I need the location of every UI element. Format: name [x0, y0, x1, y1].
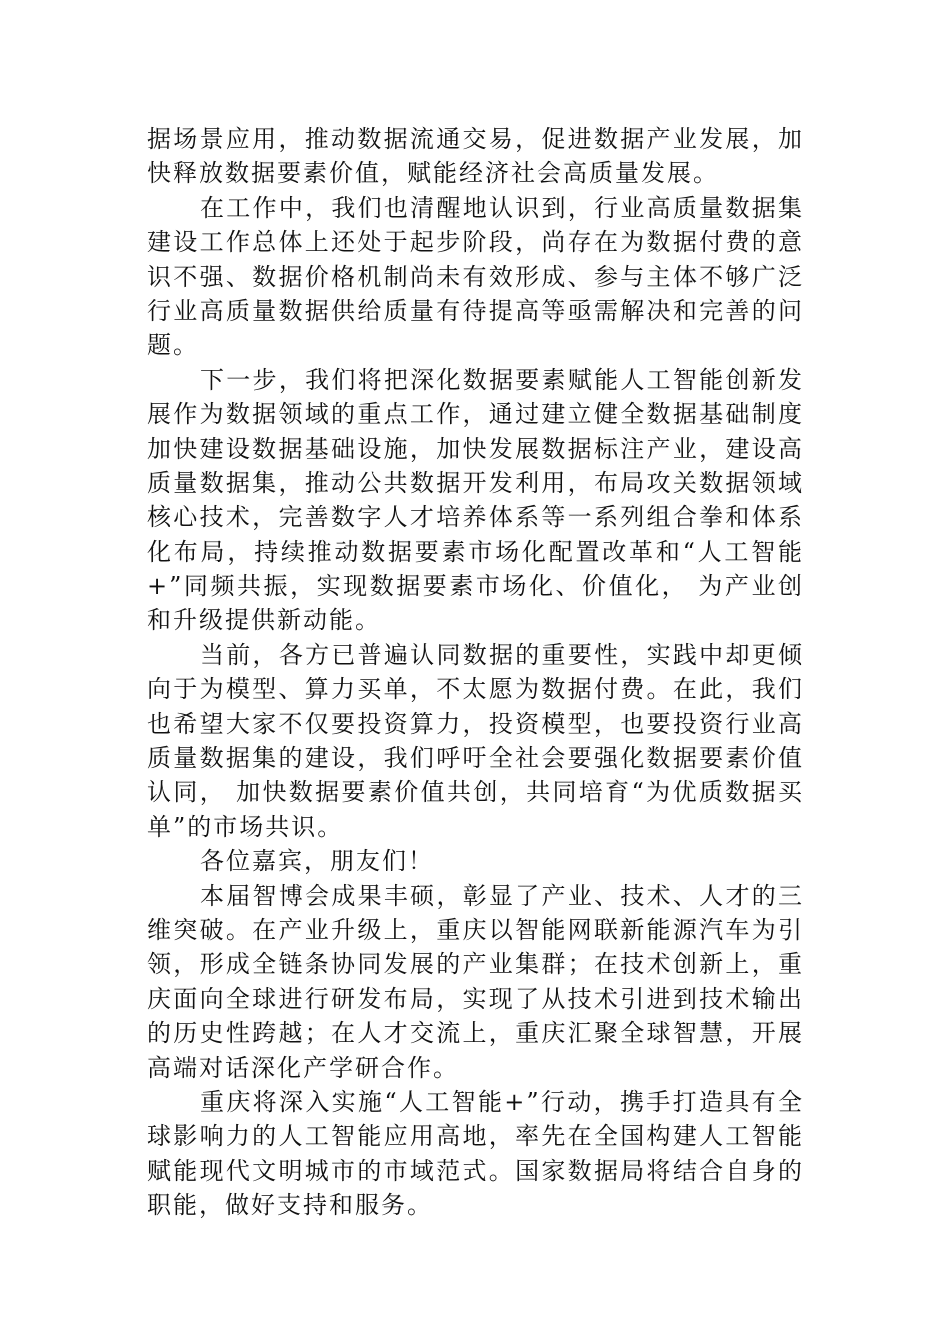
text-line: 赋能现代文明城市的市域范式。国家数据局将结合自身的	[147, 1156, 804, 1185]
text-line: 也希望大家不仅要投资算力，投资模型，也要投资行业高	[147, 709, 804, 738]
text-line: 庆面向全球进行研发布局，实现了从技术引进到技术输出	[147, 984, 804, 1013]
text-line: 职能，做好支持和服务。	[147, 1191, 433, 1220]
text-line: 单”的市场共识。	[147, 812, 344, 841]
paragraph	[147, 363, 804, 638]
document-page	[147, 122, 804, 1223]
text-line: 和升级提供新动能。	[147, 606, 381, 635]
text-line: 领，形成全链条协同发展的产业集群；在技术创新上，重	[147, 950, 804, 979]
text-line: 化布局，持续推动数据要素市场化配置改革和“人工智能	[147, 537, 804, 566]
paragraph	[147, 844, 804, 878]
text-line: 当前，各方已普遍认同数据的重要性，实践中却更倾	[200, 640, 804, 669]
text-line: 质量数据集，推动公共数据开发利用，布局攻关数据领域	[147, 468, 804, 497]
text-line: 向于为模型、算力买单，不太愿为数据付费。在此，我们	[147, 675, 804, 704]
text-line: 题。	[147, 331, 199, 360]
paragraph	[147, 638, 804, 844]
text-line: 在工作中，我们也清醒地认识到，行业高质量数据集	[200, 193, 804, 222]
text-line: 识不强、数据价格机制尚未有效形成、参与主体不够广泛	[147, 262, 804, 291]
text-line: 各位嘉宾，朋友们！	[200, 847, 434, 876]
paragraph	[147, 191, 804, 363]
text-line: 核心技术，完善数字人才培养体系等一系列组合拳和体系	[147, 503, 804, 532]
text-line: 建设工作总体上还处于起步阶段，尚存在为数据付费的意	[147, 228, 804, 257]
text-line: 快释放数据要素价值，赋能经济社会高质量发展。	[147, 159, 719, 188]
text-line: 的历史性跨越；在人才交流上，重庆汇聚全球智慧，开展	[147, 1019, 804, 1048]
text-line: 认同， 加快数据要素价值共创，共同培育“为优质数据买	[147, 778, 804, 807]
text-line: 质量数据集的建设，我们呼吁全社会要强化数据要素价值	[147, 744, 804, 773]
text-line: 下一步，我们将把深化数据要素赋能人工智能创新发	[200, 365, 804, 394]
text-line: 行业高质量数据供给质量有待提高等亟需解决和完善的问	[147, 296, 804, 325]
text-line: 维突破。在产业升级上，重庆以智能网联新能源汽车为引	[147, 915, 804, 944]
text-line: 本届智博会成果丰硕，彰显了产业、技术、人才的三	[200, 881, 804, 910]
text-line: 高端对话深化产学研合作。	[147, 1053, 459, 1082]
text-line: 据场景应用，推动数据流通交易，促进数据产业发展，加	[147, 125, 804, 153]
text-line: 加快建设数据基础设施，加快发展数据标注产业，建设高	[147, 434, 804, 463]
paragraph	[147, 879, 804, 1085]
text-line: 展作为数据领域的重点工作，通过建立健全数据基础制度	[147, 400, 804, 429]
text-line: 球影响力的人工智能应用高地，率先在全国构建人工智能	[147, 1122, 804, 1151]
paragraph	[147, 122, 804, 191]
text-line: +”同频共振，实现数据要素市场化、价值化， 为产业创	[147, 572, 804, 601]
paragraph	[147, 1085, 804, 1223]
text-line: 重庆将深入实施“人工智能+”行动，携手打造具有全	[200, 1087, 804, 1116]
